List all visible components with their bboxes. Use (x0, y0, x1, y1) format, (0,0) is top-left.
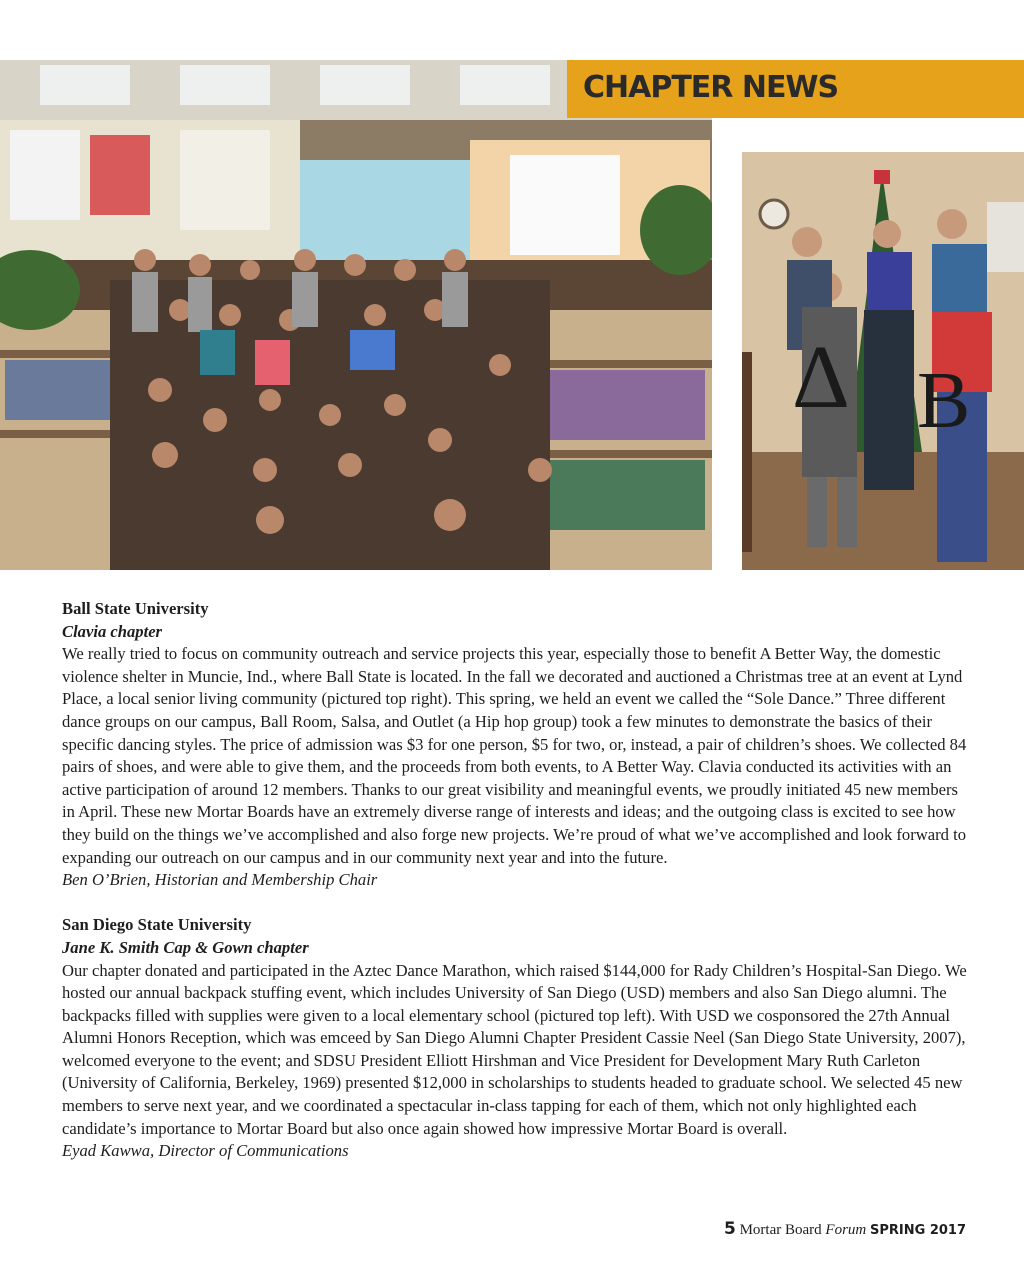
article-ball-state (62, 598, 972, 892)
library-group-photo (0, 60, 712, 570)
christmas-tree-group-photo (742, 152, 1024, 570)
page-footer (724, 1219, 966, 1239)
article-body: Our chapter donated and participated in the Aztec Dance Marathon, which raised $144,000 for Rady Children’s Hospital-San Diego. We hosted our annual backpack stuffing event, which includes University of San Diego (USD) members and also San Diego alumni. The backpacks filled with supplies were given to a local elementary school (pictured top left). With USD we cosponsored the 27th Annual Alumni Honors Reception, which was emceed by San Diego Alumni Chapter President Cassie Neel (San Diego State University, 2007), welcomed everyone to the event; and SDSU President Elliott Hirshman and Vice President for Development Mary Ruth Carleton (University of California, Berkeley, 1969) presented $12,000 in scholarships to students headed to graduate school. We selected 45 new members to serve next year, and we coordinated a spectacular in-class tapping for each of them, which not only highlighted each candidate’s importance to Mortar Board but also once again showed how impressive Mortar Board is overall. (62, 960, 967, 1138)
school-name: San Diego State University (62, 915, 252, 935)
christmas-tree-group-photo-image (742, 152, 1024, 570)
article-byline: Eyad Kawwa, Director of Communications (62, 1141, 349, 1161)
issue-label: SPRING 2017 (870, 1223, 966, 1238)
article-byline: Ben O’Brien, Historian and Membership Chair (62, 870, 378, 890)
library-group-photo-image (0, 60, 712, 570)
page-number: 5 (724, 1219, 736, 1239)
articles (62, 598, 972, 1163)
chapter-name: Jane K. Smith Cap & Gown chapter (62, 937, 309, 957)
publication-name: Mortar Board (739, 1222, 822, 1238)
school-name: Ball State University (62, 599, 209, 618)
svg-text:B: B (917, 357, 971, 445)
svg-text:Δ: Δ (792, 328, 850, 427)
publication-name-italic: Forum (825, 1222, 867, 1238)
chapter-news-banner (567, 60, 1024, 118)
article-body: We really tried to focus on community outreach and service projects this year, especially those to benefit A Better Way, the domestic violence shelter in Muncie, Ind., where Ball State is located. In the fall we decorated and auctioned a Christmas tree at an event at Lynd Place, a local senior living community (pictured top right). This spring, we held an event we called the “Sole Dance.” Three different dance groups on our campus, Ball Room, Salsa, and Outlet (a Hip hop group) took a few minutes to demonstrate the basics of their specific dancing styles. The price of admission was $3 for one person, $5 for two, or, instead, a pair of children’s shoes. We collected 84 pairs of shoes, and were able to give them, and the proceeds from both events, to A Better Way. Clavia conducted its activities with an active participation of around 12 members. Thanks to our great visibility and meaningful events, we proudly initiated 45 new members in April. These new Mortar Boards have an extremely diverse range of interests and ideas; and the outgoing class is excited to see how they build on the things we’ve accomplished and also forge new projects. We’re proud of what we’ve accomplished and look forward to expanding our outreach on our campus and in our community next year and into the future. (62, 644, 967, 867)
chapter-name: Clavia chapter (62, 621, 163, 641)
article-san-diego-state (62, 914, 972, 1163)
page-title: CHAPTER NEWS (583, 70, 839, 105)
